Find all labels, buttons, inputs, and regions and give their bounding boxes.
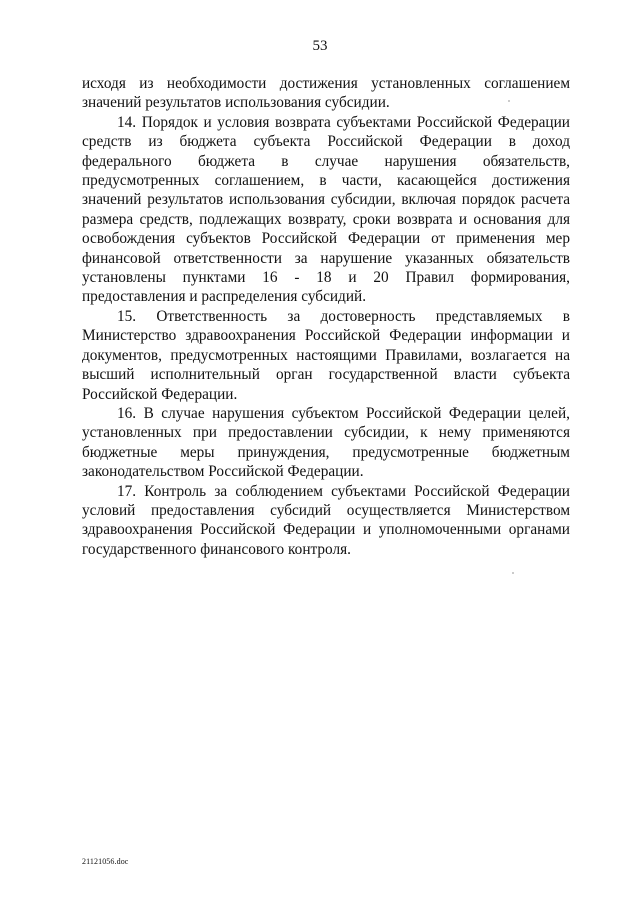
paragraph-15: 15. Ответственность за достоверность представляемых в Министерство здравоохранения Российской Федерации информации и документов, предусмотренных настоящими Правилами, возлагается на высший исполнительный орган государственной власти субъекта Российской Федерации. [82, 307, 570, 403]
scan-speck [508, 100, 510, 102]
document-filename: 21121056.doc [82, 857, 129, 866]
paragraph-14: 14. Порядок и условия возврата субъектами Российской Федерации средств из бюджета субъекта Российской Федерации в доход федерального бюджета в случае нарушения обязательств, предусмотренных соглашением, в части, касающейся достижения значений результатов использования субсидии, включая порядок расчета размера средств, подлежащих возврату, сроки возврата и основания для освобождения субъектов Российской Федерации от применения мер финансовой ответственности за нарушение указанных обязательств установлены пунктами 16 - 18 и 20 Правил формирования, предоставления и распределения субсидий. [82, 113, 570, 306]
paragraph-17: 17. Контроль за соблюдением субъектами Российской Федерации условий предоставления субсидий осуществляется Министерством здравоохранения Российской Федерации и уполномоченными органами государственного финансового контроля. [82, 482, 570, 558]
paragraph-16: 16. В случае нарушения субъектом Российской Федерации целей, установленных при предоставлении субсидии, к нему применяются бюджетные меры принуждения, предусмотренные бюджетным законодательством Российской Федерации. [82, 404, 570, 481]
scan-speck [512, 572, 514, 574]
page-number: 53 [312, 38, 328, 54]
document-body [82, 74, 570, 559]
paragraph-continuation: исходя из необходимости достижения установленных соглашением значений результатов использования субсидии. [82, 75, 570, 112]
